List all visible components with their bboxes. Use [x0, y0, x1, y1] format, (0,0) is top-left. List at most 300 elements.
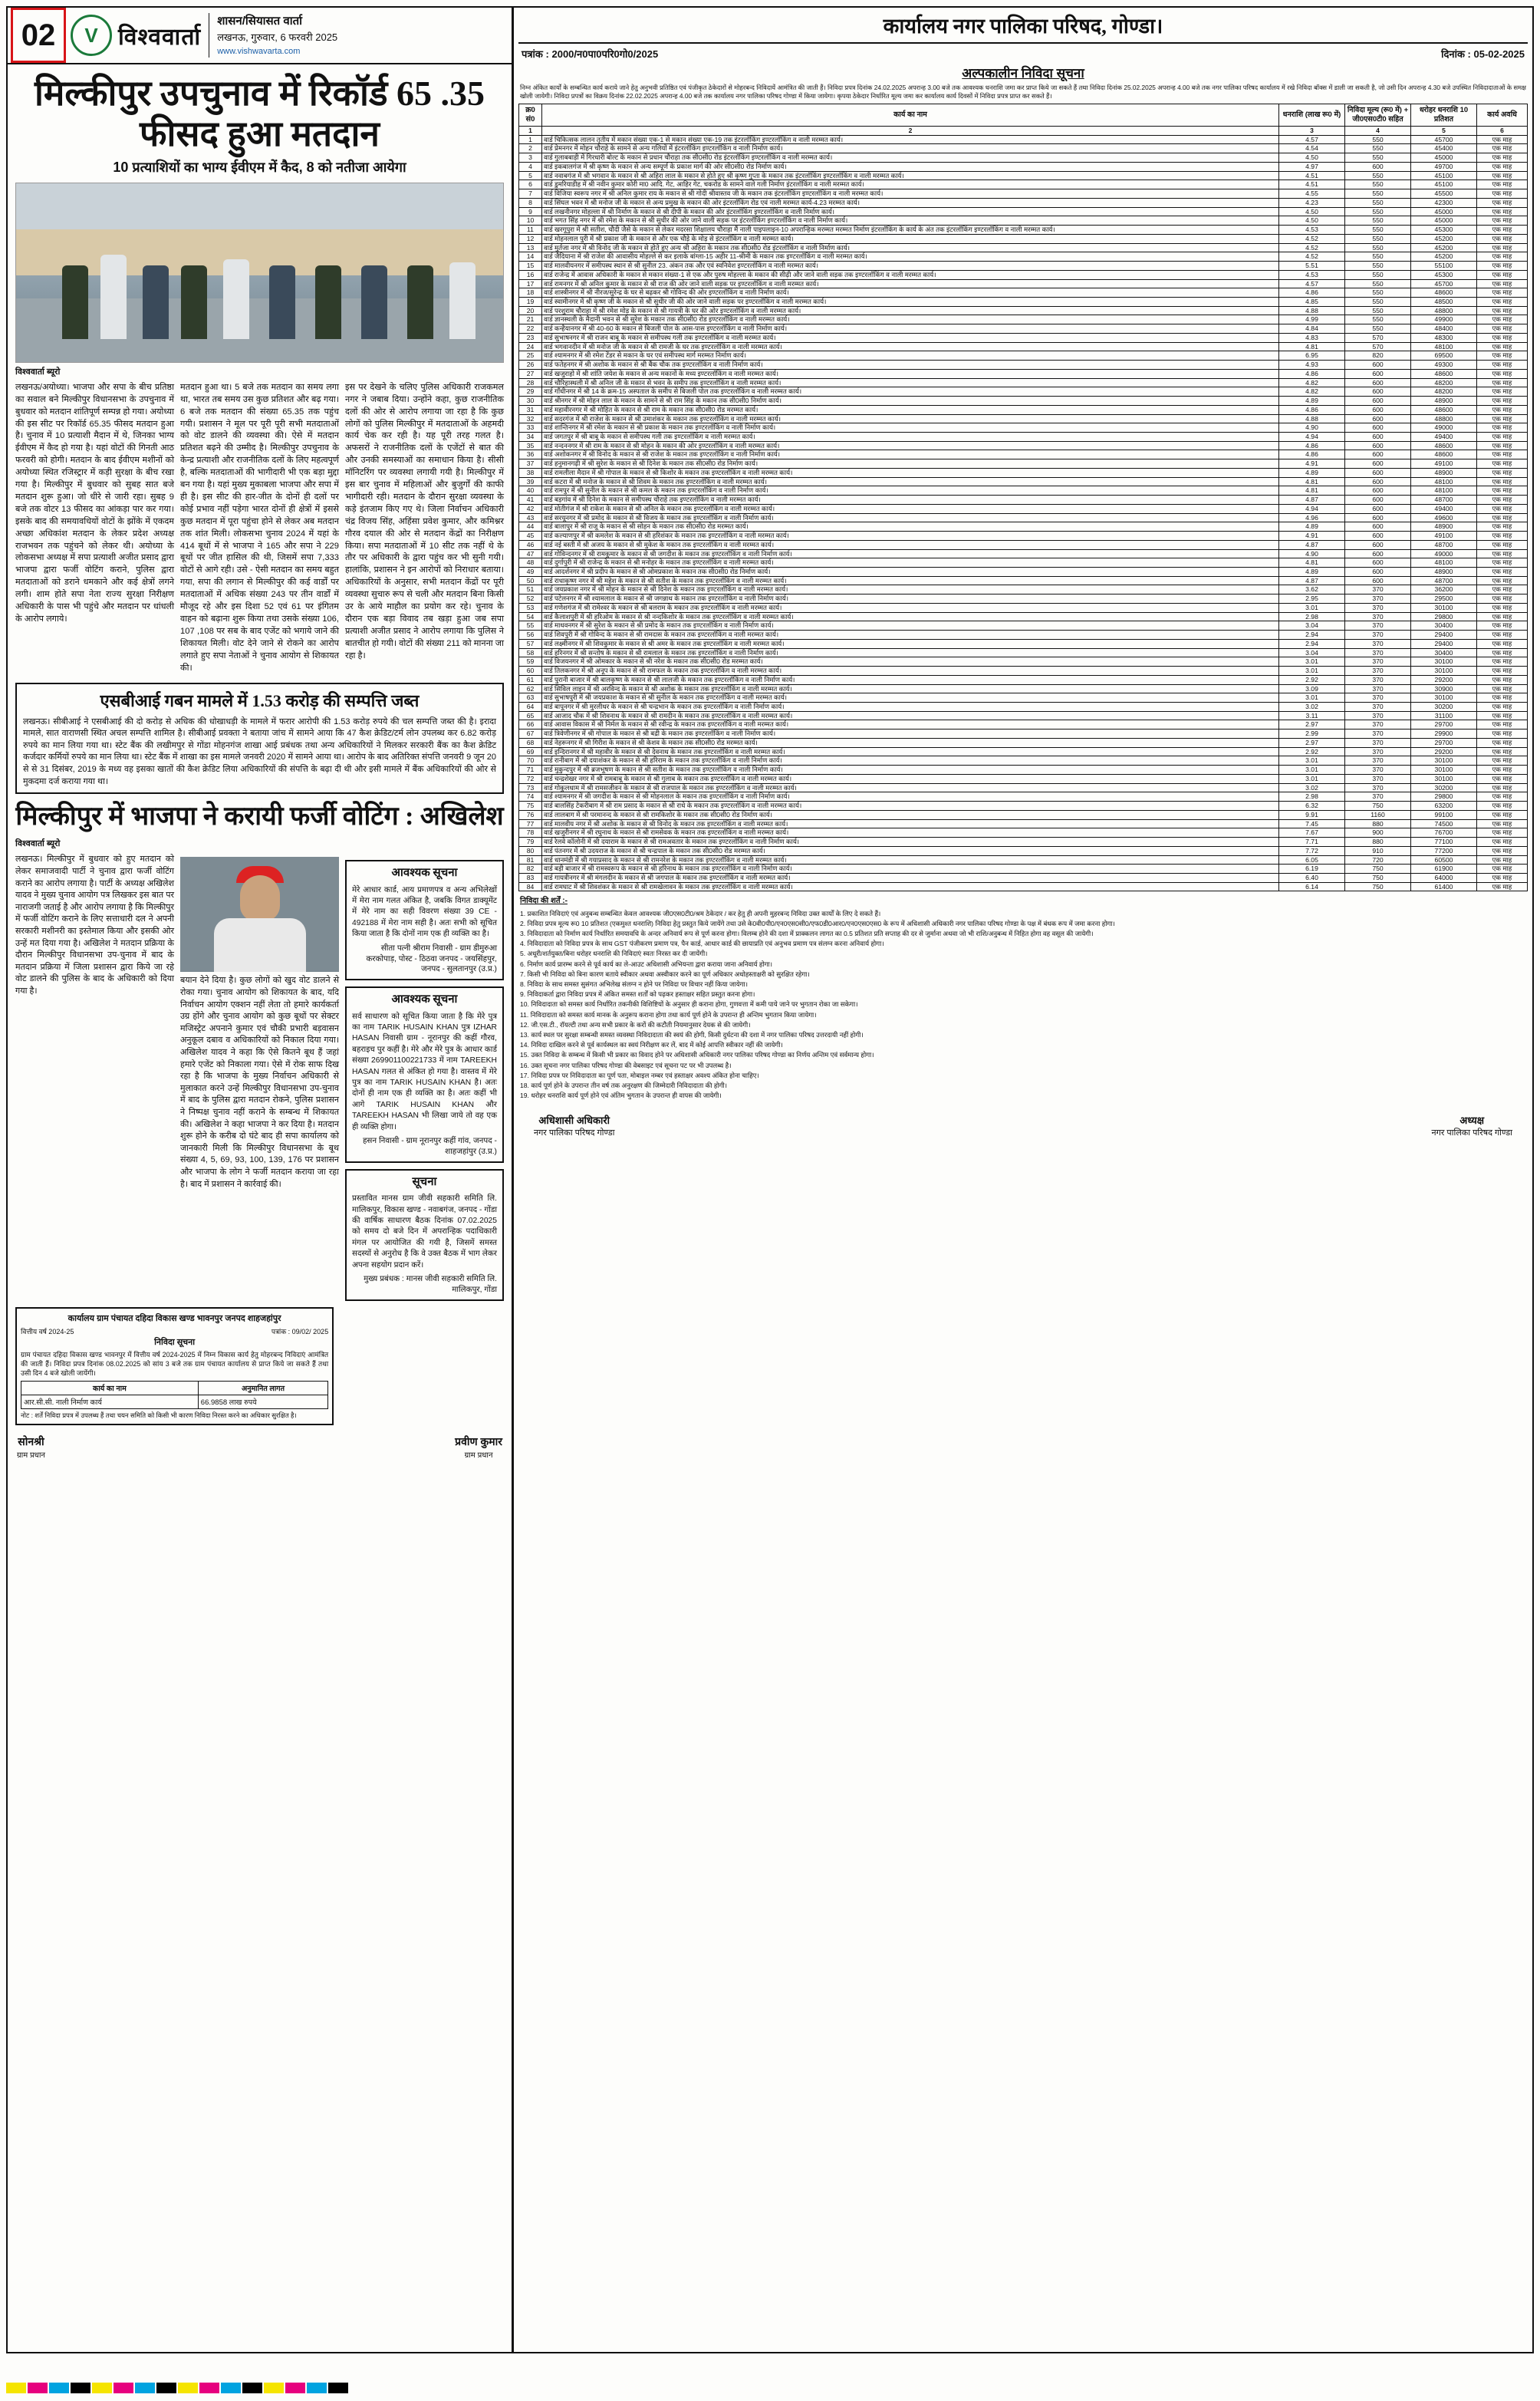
- secondary-col-1: लखनऊ। मिल्कीपुर में बुधवार को हुए मतदान को लेकर समाजवादी पार्टी ने चुनाव द्वारा फर्जी वोटिंग कराने का आरोप लगाया है। पार्टी के अध्यक्ष अखिलेश यादव ने मुख्य चुनाव आयोग पत्र लिखकर इस बात पर नाराजगी जताई है और आरोप लगाया है कि मिल्कीपुर में फर्जी वोटिंग कराने के लिए सत्ताधारी दल ने अपनी सरकारी मशीनरी का इस्तेमाल किया और इसकी ओर उन्हें मत दिया गया है। अखिलेश ने मतदान प्रक्रिया के दौरान मिल्कीपुर विधानसभा उप-चुनाव में बाद के मतदान प्रक्रिया में जिला प्रशासन द्वारा किये जा रहे वोट डालने की पुलिस के बाद के अधिकारी को दिया गया है।: [15, 855, 174, 996]
- notices-column: [345, 854, 504, 1306]
- table-row: [519, 306, 1528, 315]
- cell-duration: एक माह: [1477, 270, 1528, 279]
- cell-duration: एक माह: [1477, 774, 1528, 783]
- mini-th-work: कार्य का नाम: [21, 1382, 199, 1395]
- notice-1-title: आवश्यक सूचना: [391, 867, 458, 880]
- cell-tender-fee: 880: [1345, 819, 1411, 828]
- cell-amount: 4.89: [1279, 397, 1345, 406]
- tender-table-body: [519, 135, 1528, 891]
- cell-emd: 30400: [1411, 621, 1477, 631]
- cell-work: वार्ड गणेशगंज में श्री रामेश्वर के मकान से श्री बलराम के मकान तक इण्टरलॉकिंग व नाली मरम्मत कार्य।: [542, 603, 1279, 612]
- cell-amount: 4.94: [1279, 432, 1345, 441]
- table-row: [519, 756, 1528, 766]
- table-row: [519, 504, 1528, 513]
- cell-emd: 30400: [1411, 648, 1477, 657]
- page-frame: [6, 6, 1534, 2353]
- cell-amount: 4.57: [1279, 279, 1345, 288]
- table-row: [519, 262, 1528, 271]
- cell-amount: 2.94: [1279, 639, 1345, 648]
- cell-amount: 4.52: [1279, 243, 1345, 252]
- cell-tender-fee: 600: [1345, 513, 1411, 522]
- cell-emd: 45300: [1411, 226, 1477, 235]
- cell-sno: 76: [519, 810, 542, 819]
- cell-emd: 30100: [1411, 603, 1477, 612]
- cell-emd: 29900: [1411, 730, 1477, 739]
- table-header-row: [519, 104, 1528, 127]
- cell-sno: 63: [519, 693, 542, 703]
- date-value: 05-02-2025: [1473, 48, 1525, 60]
- cell-tender-fee: 370: [1345, 711, 1411, 720]
- cell-sno: 61: [519, 675, 542, 684]
- cell-sno: 3: [519, 153, 542, 163]
- cell-tender-fee: 550: [1345, 135, 1411, 144]
- cell-amount: 4.96: [1279, 513, 1345, 522]
- cell-work: वार्ड रामलीला मैदान में श्री गोपाल के मकान से श्री किशोर के मकान तक इण्टरलॉकिंग व नाली मरम्मत कार्य।: [542, 468, 1279, 477]
- politician-photo: [180, 857, 339, 972]
- cell-work: वार्ड नन्दननगर में श्री राम के मकान से श्री मोहन के मकान की ओर इण्टरलॉकिंग व नाली मरम्मत कार्य।: [542, 441, 1279, 450]
- cell-emd: 29700: [1411, 738, 1477, 747]
- cell-sno: 38: [519, 468, 542, 477]
- news-column: [8, 8, 514, 2352]
- cell-tender-fee: 370: [1345, 774, 1411, 783]
- cell-duration: एक माह: [1477, 540, 1528, 549]
- cell-work: वार्ड मुकुन्दपुर में श्री ब्रजभूषण के मकान से श्री सतीश के मकान तक इण्टरलॉकिंग व नाली निर्माण कार्य।: [542, 766, 1279, 775]
- table-row: [519, 882, 1528, 891]
- color-swatch: [92, 2383, 112, 2393]
- cell-amount: 2.95: [1279, 594, 1345, 604]
- article-body: [8, 382, 512, 675]
- cell-amount: 4.81: [1279, 342, 1345, 351]
- photo-torso: [214, 918, 306, 972]
- secondary-article: [8, 854, 512, 1306]
- notice-3-sign: मुख्य प्रबंधक : मानस जीवी सहकारी समिति लि. मालिकपुर, गोंडा: [364, 1274, 497, 1294]
- cell-sno: 30: [519, 397, 542, 406]
- table-row: [519, 414, 1528, 423]
- cell-tender-fee: 600: [1345, 459, 1411, 469]
- cell-tender-fee: 370: [1345, 648, 1411, 657]
- cell-amount: 4.86: [1279, 288, 1345, 298]
- cell-duration: एक माह: [1477, 846, 1528, 855]
- table-colnum-row: [519, 127, 1528, 136]
- cell-work: वार्ड बापूनगर में श्री मुरलीधर के मकान से श्री चन्द्रभान के मकान तक इण्टरलॉकिंग व नाली निर्माण कार्य।: [542, 703, 1279, 712]
- table-row: [519, 684, 1528, 693]
- cell-emd: 30100: [1411, 774, 1477, 783]
- cell-amount: 7.45: [1279, 819, 1345, 828]
- cell-work: वार्ड खजुरीनगर में श्री रघुनाथ के मकान से श्री रामसेवक के मकान तक इण्टरलॉकिंग व नाली मरम्मत कार्य।: [542, 828, 1279, 838]
- cell-sno: 21: [519, 315, 542, 324]
- cell-sno: 73: [519, 783, 542, 792]
- cell-tender-fee: 550: [1345, 171, 1411, 180]
- table-row: [519, 288, 1528, 298]
- cell-tender-fee: 370: [1345, 720, 1411, 730]
- table-row: [519, 361, 1528, 370]
- photo-figure: [315, 265, 341, 339]
- cell-emd: 60500: [1411, 855, 1477, 865]
- cell-amount: 4.83: [1279, 333, 1345, 342]
- cell-sno: 60: [519, 667, 542, 676]
- table-row: [519, 675, 1528, 684]
- table-row: [519, 802, 1528, 811]
- cell-emd: 61900: [1411, 865, 1477, 874]
- tender-column: [514, 8, 1532, 2352]
- cell-amount: 4.93: [1279, 361, 1345, 370]
- page-number: 02: [11, 8, 66, 63]
- cell-work: वार्ड आदर्शनगर में श्री प्रदीप के मकान से श्री ओमप्रकाश के मकान तक सी0सी0 रोड निर्माण कार्य।: [542, 568, 1279, 577]
- cell-sno: 16: [519, 270, 542, 279]
- cell-amount: 4.94: [1279, 504, 1345, 513]
- cell-sno: 65: [519, 711, 542, 720]
- cell-emd: 49300: [1411, 361, 1477, 370]
- cell-work: वार्ड परशुराम चौराहा में श्री रमेश मोड़ के मकान से श्री गायत्री के घर की ओर इण्टरलॉकिंग व नाली मरम्मत कार्य।: [542, 306, 1279, 315]
- condition-item: 10. निविदादाता को समस्त कार्य निर्धारित तकनीकी विशिष्टियों के अनुसार ही कराना होगा, गुणवत्ता में कमी पाये जाने पर भुगतान रोका जा सकेगा।: [520, 1000, 858, 1009]
- cell-duration: एक माह: [1477, 819, 1528, 828]
- cell-emd: 48600: [1411, 369, 1477, 378]
- news-photo: [15, 183, 504, 363]
- condition-item: 8. निविदा के साथ समस्त सुसंगत अभिलेख संलग्न न होने पर निविदा पर विचार नहीं किया जायेगा।: [520, 980, 748, 989]
- cell-duration: एक माह: [1477, 810, 1528, 819]
- office-title: कार्यालय नगर पालिका परिषद, गोण्डा।: [518, 11, 1528, 44]
- table-row: [519, 855, 1528, 865]
- table-row: [519, 631, 1528, 640]
- cell-amount: 4.50: [1279, 153, 1345, 163]
- cell-amount: 4.82: [1279, 387, 1345, 397]
- color-swatch: [71, 2383, 90, 2393]
- cell-sno: 26: [519, 361, 542, 370]
- left-signatures: [8, 1431, 512, 1460]
- cell-emd: 48100: [1411, 342, 1477, 351]
- cell-work: वार्ड पटेलनगर में श्री श्यामलाल के मकान से श्री जगन्नाथ के मकान तक इण्टरलॉकिंग व नाली निर्माण कार्य।: [542, 594, 1279, 604]
- cell-emd: 29400: [1411, 639, 1477, 648]
- sign-chair-name: अध्यक्ष: [1459, 1115, 1485, 1127]
- cell-tender-fee: 600: [1345, 477, 1411, 486]
- table-row: [519, 450, 1528, 459]
- cell-tender-fee: 370: [1345, 738, 1411, 747]
- cell-duration: एक माह: [1477, 397, 1528, 406]
- cell-emd: 42300: [1411, 198, 1477, 207]
- cell-work: वार्ड नेहरूनगर में श्री गिरीश के मकान से श्री केशव के मकान तक सी0सी0 रोड मरम्मत कार्य।: [542, 738, 1279, 747]
- table-row: [519, 568, 1528, 577]
- table-row: [519, 153, 1528, 163]
- cell-work: वार्ड राधाकृष्ण नगर में श्री महेश के मकान से श्री सतीश के मकान तक इण्टरलॉकिंग व नाली मरम्मत कार्य।: [542, 576, 1279, 585]
- cell-sno: 8: [519, 198, 542, 207]
- cell-emd: 55100: [1411, 262, 1477, 271]
- cell-work: वार्ड गोविन्दनगर में श्री रामकुमार के मकान से श्री जगदीश के मकान तक इण्टरलॉकिंग व नाली निर्माण कार्य।: [542, 549, 1279, 558]
- cell-work: वार्ड शान्तिनगर में श्री रमेश के मकान से श्री प्रकाश के मकान तक इण्टरलॉकिंग व नाली निर्माण कार्य।: [542, 423, 1279, 433]
- sign-eo-name: अधिशासी अधिकारी: [538, 1115, 610, 1127]
- mini-td-cost: 66.9858 लाख रुपये: [198, 1395, 327, 1409]
- cell-sno: 51: [519, 585, 542, 594]
- photo-figure: [361, 265, 387, 339]
- boxed-news-text: लखनऊ। सीबीआई ने एसबीआई की दो करोड़ से अधिक की धोखाधड़ी के मामले में फरार आरोपी की 1.53 करोड़ रुपये की चल सम्पत्ति जब्त की है। इरादा मामले, सात वाराणसी स्थित अचल सम्पत्ति शामिल है। सीबीआई प्रवक्ता ने बताया जांच में सामने आया कि 47 कैश क्रेडिट/टर्म लोन उपलब्ध कर 6.82 करोड़ रुपये का मान लिया गया था। स्टेट बैंक की लखीमपुर से गोंडा मोहनगंज शाखा आई प्रबंधक तथा अन्य अधिकारियों ने मिलकर सरकारी बैंक का कैश क्रेडिट कर्जदार कर्मियों रुपये का मान लिया था। स्टेट बैंक में शाखा का इस मामले जनवरी 2020 में सामने आया था। आरोप के बाद अतिरिक्त संपत्ति जनवरी 9 जून 20 से से 31 दिसंबर, 2019 के मध्य वह इसका खातों की कैश क्रेडिट लिया अधिकारियों की संपत्ति के बढ़ा दी थी और इसी मामले में बैंक अधिकारियों की ओर से मुकदमा दर्ज कराया गया था।: [23, 716, 496, 786]
- table-row: [519, 144, 1528, 153]
- cell-duration: एक माह: [1477, 612, 1528, 621]
- notice-1-sign: सीता पत्नी श्रीराम निवासी - ग्राम डीमुरुआ करकोपाड़, पोस्ट - ठिठवा जनपद - जयसिंहपुर, जनपद - सुलतानपुर (उ.प्र.): [366, 944, 497, 974]
- cell-amount: 4.89: [1279, 468, 1345, 477]
- cell-emd: 77200: [1411, 846, 1477, 855]
- cell-duration: एक माह: [1477, 441, 1528, 450]
- cell-duration: एक माह: [1477, 865, 1528, 874]
- cell-amount: 4.84: [1279, 324, 1345, 334]
- cell-work: वार्ड रामघाट में श्री शिवशंकर के मकान से श्री रामखेलावन के मकान तक इण्टरलॉकिंग व नाली मरम्मत कार्य।: [542, 882, 1279, 891]
- cell-amount: 4.81: [1279, 477, 1345, 486]
- notice-3: [345, 1169, 504, 1301]
- cell-duration: एक माह: [1477, 747, 1528, 756]
- cell-amount: 4.54: [1279, 144, 1345, 153]
- sign-right-role: ग्राम प्रधान: [464, 1451, 493, 1461]
- notice-1: [345, 860, 504, 980]
- website-link[interactable]: www.vishwavarta.com: [217, 46, 301, 56]
- cell-sno: 14: [519, 252, 542, 262]
- cell-emd: 30100: [1411, 657, 1477, 667]
- cell-emd: 45700: [1411, 135, 1477, 144]
- cell-duration: एक माह: [1477, 243, 1528, 252]
- cell-tender-fee: 600: [1345, 405, 1411, 414]
- cell-amount: 3.01: [1279, 657, 1345, 667]
- cell-sno: 62: [519, 684, 542, 693]
- cell-duration: एक माह: [1477, 693, 1528, 703]
- table-row: [519, 333, 1528, 342]
- cell-sno: 31: [519, 405, 542, 414]
- cell-duration: एक माह: [1477, 333, 1528, 342]
- cell-sno: 82: [519, 865, 542, 874]
- cell-duration: एक माह: [1477, 153, 1528, 163]
- cell-sno: 34: [519, 432, 542, 441]
- cell-duration: एक माह: [1477, 135, 1528, 144]
- cell-duration: एक माह: [1477, 414, 1528, 423]
- table-row: [519, 594, 1528, 604]
- cell-duration: एक माह: [1477, 522, 1528, 532]
- cell-duration: एक माह: [1477, 207, 1528, 216]
- cell-sno: 47: [519, 549, 542, 558]
- colnum-3: 3: [1279, 127, 1345, 136]
- condition-item: 12. जी.एस.टी., रॉयल्टी तथा अन्य सभी प्रकार के करों की कटौती नियमानुसार देयक से की जायेगी।: [520, 1020, 751, 1029]
- cell-emd: 48100: [1411, 558, 1477, 568]
- cell-amount: 2.92: [1279, 747, 1345, 756]
- cell-duration: एक माह: [1477, 405, 1528, 414]
- cell-duration: एक माह: [1477, 828, 1528, 838]
- cell-sno: 10: [519, 216, 542, 226]
- cell-duration: एक माह: [1477, 279, 1528, 288]
- condition-item: 18. कार्य पूर्ण होने के उपरान्त तीन वर्ष तक अनुरक्षण की जिम्मेदारी निविदादाता की होगी।: [520, 1082, 727, 1090]
- cell-amount: 4.85: [1279, 297, 1345, 306]
- cell-emd: 45500: [1411, 189, 1477, 199]
- condition-item: 16. उक्त सूचना नगर पालिका परिषद गोण्डा की वेबसाइट एवं सूचना पट पर भी उपलब्ध है।: [520, 1061, 732, 1069]
- cell-tender-fee: 370: [1345, 766, 1411, 775]
- brand-tagline: शासन/सियासत वार्ता: [217, 14, 303, 28]
- cell-tender-fee: 550: [1345, 207, 1411, 216]
- photo-figure: [269, 265, 295, 339]
- cell-sno: 43: [519, 513, 542, 522]
- cell-sno: 77: [519, 819, 542, 828]
- cell-sno: 68: [519, 738, 542, 747]
- cell-amount: 4.51: [1279, 180, 1345, 189]
- cell-duration: एक माह: [1477, 198, 1528, 207]
- table-row: [519, 621, 1528, 631]
- cell-duration: एक माह: [1477, 342, 1528, 351]
- notice-2: [345, 986, 504, 1163]
- cell-duration: एक माह: [1477, 576, 1528, 585]
- cell-sno: 78: [519, 828, 542, 838]
- cell-duration: एक माह: [1477, 459, 1528, 469]
- table-row: [519, 342, 1528, 351]
- cell-amount: 7.72: [1279, 846, 1345, 855]
- cell-work: वार्ड इकबालगंज में श्री कृष्ण के मकान से अन्य सम्पूर्ण के प्रकाश मार्ग की ओर सी0सी0 रोड निर्माण कार्य।: [542, 162, 1279, 171]
- cell-work: वार्ड जैदियाना में श्री राजेश की आवासीय मोहल्ले से कर इलाके बांग्ला-15 अहीर 11-श्रीमी के मकान तक इण्टरलॉकिंग व नाली मरम्मत कार्य।: [542, 252, 1279, 262]
- cell-duration: एक माह: [1477, 766, 1528, 775]
- cell-sno: 48: [519, 558, 542, 568]
- cell-sno: 50: [519, 576, 542, 585]
- cell-sno: 19: [519, 297, 542, 306]
- print-color-bar: [6, 2383, 348, 2393]
- cell-sno: 32: [519, 414, 542, 423]
- cell-tender-fee: 600: [1345, 576, 1411, 585]
- cell-emd: 48900: [1411, 522, 1477, 532]
- cell-work: वार्ड रेलवे कॉलोनी में श्री दयाराम के मकान से श्री रामअवतार के मकान तक इण्टरलॉकिंग व नाली निर्माण कार्य।: [542, 838, 1279, 847]
- mini-tender-title: निविदा सूचना: [154, 1337, 196, 1347]
- cell-tender-fee: 600: [1345, 540, 1411, 549]
- table-row: [519, 297, 1528, 306]
- cell-amount: 4.90: [1279, 423, 1345, 433]
- cell-amount: 3.02: [1279, 703, 1345, 712]
- cell-duration: एक माह: [1477, 792, 1528, 802]
- cell-sno: 59: [519, 657, 542, 667]
- mini-tender-no: पत्रांक : 09/02/ 2025: [271, 1327, 329, 1336]
- notice-2-title: आवश्यक सूचना: [391, 993, 458, 1006]
- cell-work: वार्ड महावीरनगर में श्री मोहित के मकान से श्री राम के मकान तक सी0सी0 रोड मरम्मत कार्य।: [542, 405, 1279, 414]
- cell-work: वार्ड श्यामनगर में श्री रमेश टेंडर से मकान के घर एवं समीपस्थ मार्ग मरम्मत निर्माण कार्य।: [542, 351, 1279, 361]
- cell-duration: एक माह: [1477, 532, 1528, 541]
- table-row: [519, 774, 1528, 783]
- cell-work: वार्ड रामनगर में श्री अनिल कुमार के मकान से श्री राज की ओर जाने वाली सड़क पर इण्टरलॉकिंग व नाली मरम्मत कार्य।: [542, 279, 1279, 288]
- cell-sno: 71: [519, 766, 542, 775]
- tender-date: [1441, 47, 1525, 61]
- cell-work: वार्ड श्रीनगर में श्री मोहन लाल के मकान के सामने से श्री राम सिंह के मकान तक सी0सी0 निर्माण कार्य।: [542, 397, 1279, 406]
- cell-work: वार्ड विजयनगर में श्री ओमकार के मकान से श्री नरेश के मकान तक सी0सी0 रोड मरम्मत कार्य।: [542, 657, 1279, 667]
- condition-item: 15. उक्त निविदा के सम्बन्ध में किसी भी प्रकार का विवाद होने पर अधिशासी अधिकारी नगर पालिका परिषद गोण्डा का निर्णय अन्तिम एवं सर्वमान्य होगा।: [520, 1051, 874, 1059]
- cell-duration: एक माह: [1477, 585, 1528, 594]
- secondary-headline: मिल्कीपुर में भाजपा ने करायी फर्जी वोटिंग : अखिलेश: [15, 802, 504, 832]
- cell-duration: एक माह: [1477, 594, 1528, 604]
- table-row: [519, 828, 1528, 838]
- cell-work: वार्ड खरगूपुरा में श्री सतीश, चौदी जैसे के मकान से लेकर मदरसा शिक्षालय चौराहा मैं नाली पाइपलाइन-10 अपरान्हिक मरम्मत मरम्मत निर्माण इंटरलॉकिंग के कार्य के अंत तक इंटरलॉकिंग इण्टरलॉकिंग व नाली मरम्मत कार्य।: [542, 226, 1279, 235]
- table-row: [519, 171, 1528, 180]
- conditions-list: [520, 909, 1526, 1101]
- cell-sno: 4: [519, 162, 542, 171]
- cell-sno: 80: [519, 846, 542, 855]
- colnum-2: 2: [542, 127, 1279, 136]
- cell-emd: 48700: [1411, 576, 1477, 585]
- table-row: [519, 703, 1528, 712]
- table-row: [519, 711, 1528, 720]
- cell-amount: 6.95: [1279, 351, 1345, 361]
- photo-figure: [449, 262, 475, 339]
- cell-tender-fee: 600: [1345, 532, 1411, 541]
- color-swatch: [199, 2383, 219, 2393]
- cell-work: वार्ड कन्हैयानगर में श्री 40-60 के मकान से बिजली पोल के आस-पास इण्टरलॉकिंग व नाली निर्माण कार्य।: [542, 324, 1279, 334]
- cell-amount: 3.01: [1279, 774, 1345, 783]
- cell-sno: 84: [519, 882, 542, 891]
- sign-left-role: ग्राम प्रधान: [17, 1451, 45, 1461]
- cell-tender-fee: 600: [1345, 414, 1411, 423]
- condition-item: 19. धरोहर धनराशि कार्य पूर्ण होने एवं अंतिम भुगतान के उपरान्त ही वापस की जायेगी।: [520, 1092, 722, 1100]
- mini-tender-table: [21, 1381, 328, 1409]
- cell-duration: एक माह: [1477, 432, 1528, 441]
- cell-duration: एक माह: [1477, 648, 1528, 657]
- cell-amount: 2.98: [1279, 612, 1345, 621]
- table-row: [519, 585, 1528, 594]
- cell-work: वार्ड चिकित्सक लालन तृतीय में मकान संख्या एक-1 से मकान संख्या एक-19 तक इंटरलॉकिंग इण्टरलॉकिंग व नाली मरम्मत कार्य।: [542, 135, 1279, 144]
- cell-work: वार्ड सिंघल भवन में श्री मनोज जी के मकान से अन्य प्रमुख के मकान की ओर इंटरलॉकिंग रोड एवं नाली मरम्मत कार्य-4.23 मरम्मत कार्य।: [542, 198, 1279, 207]
- cell-work: वार्ड चन्द्रशेखर नगर में श्री रामबाबू के मकान से श्री गुलाब के मकान तक इण्टरलॉकिंग व नाली मरम्मत कार्य।: [542, 774, 1279, 783]
- cell-emd: 48100: [1411, 477, 1477, 486]
- sign-right: [455, 1434, 502, 1460]
- cell-work: वार्ड हरिनगर में श्री सन्तोष के मकान से श्री रामलाल के मकान तक इण्टरलॉकिंग व नाली निर्माण कार्य।: [542, 648, 1279, 657]
- color-swatch: [49, 2383, 69, 2393]
- cell-duration: एक माह: [1477, 513, 1528, 522]
- cell-emd: 69500: [1411, 351, 1477, 361]
- cell-emd: 45200: [1411, 243, 1477, 252]
- edition-line: लखनऊ, गुरुवार, 6 फरवरी 2025: [217, 31, 338, 44]
- cell-tender-fee: 370: [1345, 783, 1411, 792]
- cell-tender-fee: 370: [1345, 603, 1411, 612]
- cell-tender-fee: 550: [1345, 270, 1411, 279]
- table-row: [519, 496, 1528, 505]
- condition-item: 13. कार्य स्थल पर सुरक्षा सम्बन्धी समस्त व्यवस्था निविदादाता की स्वयं की होगी, किसी दुर्घटना की दशा में नगर पालिका परिषद उत्तरदायी नहीं होगी।: [520, 1031, 864, 1039]
- cell-duration: एक माह: [1477, 144, 1528, 153]
- tender-notice-title: अल्पकालीन निविदा सूचना: [962, 66, 1084, 81]
- cell-sno: 39: [519, 477, 542, 486]
- cell-amount: 4.89: [1279, 568, 1345, 577]
- cell-tender-fee: 570: [1345, 333, 1411, 342]
- cell-tender-fee: 370: [1345, 631, 1411, 640]
- cell-tender-fee: 550: [1345, 198, 1411, 207]
- cell-tender-fee: 570: [1345, 342, 1411, 351]
- table-row: [519, 405, 1528, 414]
- cell-emd: 48700: [1411, 496, 1477, 505]
- cell-work: वार्ड त्रिवेणीनगर में श्री गोपाल के मकान से श्री बद्री के मकान तक इण्टरलॉकिंग व नाली निर्माण कार्य।: [542, 730, 1279, 739]
- cell-sno: 6: [519, 180, 542, 189]
- cell-sno: 44: [519, 522, 542, 532]
- masthead-details: [209, 13, 337, 58]
- cell-tender-fee: 370: [1345, 585, 1411, 594]
- cell-sno: 67: [519, 730, 542, 739]
- cell-amount: 4.87: [1279, 576, 1345, 585]
- cell-duration: एक माह: [1477, 180, 1528, 189]
- cell-work: वार्ड आजाद चौक में श्री शिवनाथ के मकान से श्री रामदीन के मकान तक इण्टरलॉकिंग व नाली मरम्मत कार्य।: [542, 711, 1279, 720]
- cell-tender-fee: 550: [1345, 279, 1411, 288]
- table-row: [519, 532, 1528, 541]
- cell-sno: 18: [519, 288, 542, 298]
- cell-tender-fee: 550: [1345, 252, 1411, 262]
- cell-work: वार्ड धानमंडी में श्री गयाप्रसाद के मकान से श्री रामनरेश के मकान तक इण्टरलॉकिंग व नाली मरम्मत कार्य।: [542, 855, 1279, 865]
- color-swatch: [156, 2383, 176, 2393]
- cell-tender-fee: 550: [1345, 306, 1411, 315]
- cell-tender-fee: 370: [1345, 667, 1411, 676]
- cell-emd: 30100: [1411, 693, 1477, 703]
- cell-emd: 49600: [1411, 513, 1477, 522]
- condition-item: 17. निविदा प्रपत्र पर निविदादाता का पूर्ण पता, मोबाइल नम्बर एवं हस्ताक्षर अवश्य अंकित होना चाहिए।: [520, 1071, 759, 1079]
- cell-tender-fee: 600: [1345, 397, 1411, 406]
- cell-tender-fee: 550: [1345, 216, 1411, 226]
- condition-item: 5. अधूरी/शर्तयुक्त/बिना धरोहर धनराशि की निविदाएं स्वतः निरस्त कर दी जायेंगी।: [520, 950, 708, 958]
- cell-sno: 23: [519, 333, 542, 342]
- cell-sno: 42: [519, 504, 542, 513]
- cell-duration: एक माह: [1477, 738, 1528, 747]
- cell-tender-fee: 600: [1345, 387, 1411, 397]
- cell-duration: एक माह: [1477, 730, 1528, 739]
- sign-right-name: प्रवीण कुमार: [455, 1435, 502, 1448]
- table-row: [519, 162, 1528, 171]
